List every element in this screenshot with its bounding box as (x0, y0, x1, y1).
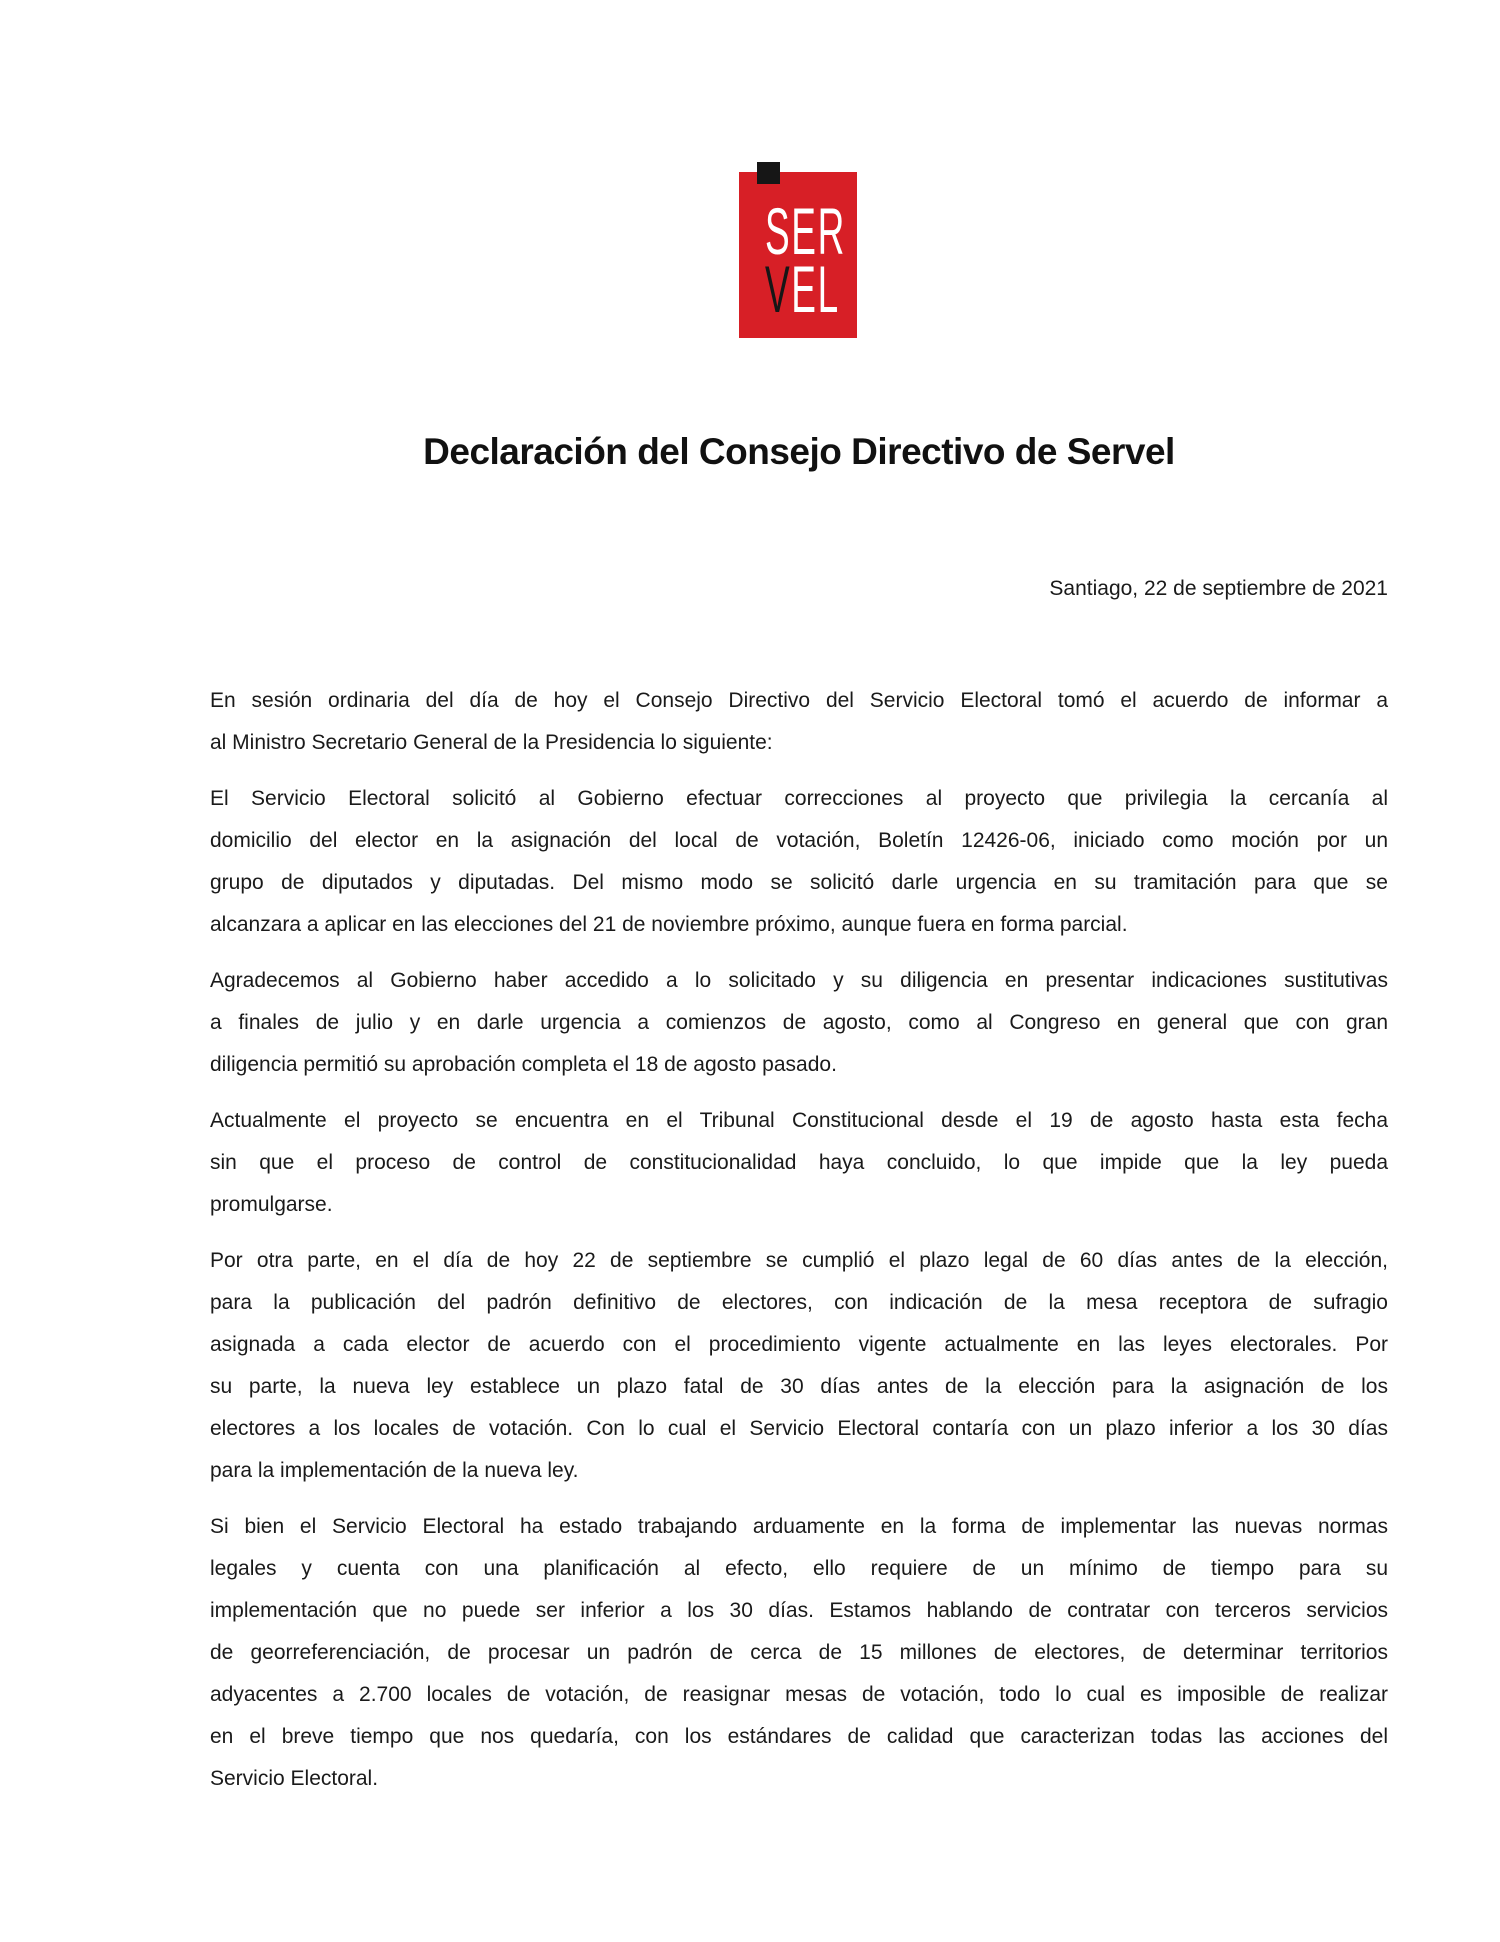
text-line: implementación que no puede ser inferior a los 30 días. Estamos hablando de contratar con terceros servicios (210, 1599, 1388, 1622)
text-line: a finales de julio y en darle urgencia a comienzos de agosto, como al Congreso en general que con gran (210, 1011, 1388, 1034)
text-line: Si bien el Servicio Electoral ha estado trabajando arduamente en la forma de implementar las nuevas normas (210, 1515, 1388, 1538)
text-line: diligencia permitió su aprobación completa el 18 de agosto pasado. (210, 1053, 837, 1076)
document-title: Declaración del Consejo Directivo de Servel (423, 431, 1175, 472)
text-line: alcanzara a aplicar en las elecciones del 21 de noviembre próximo, aunque fuera en forma parcial. (210, 913, 1128, 936)
text-line: Por otra parte, en el día de hoy 22 de septiembre se cumplió el plazo legal de 60 días antes de la elección, (210, 1249, 1388, 1272)
text-line: Servicio Electoral. (210, 1767, 379, 1790)
text-line: promulgarse. (210, 1193, 333, 1216)
text-line: En sesión ordinaria del día de hoy el Consejo Directivo del Servicio Electoral tomó el acuerdo de informar a (210, 689, 1388, 712)
text-line: en el breve tiempo que nos quedaría, con los estándares de calidad que caracterizan todas las acciones del (210, 1725, 1388, 1748)
paragraph (210, 1506, 1388, 1800)
dateline: Santiago, 22 de septiembre de 2021 (1049, 577, 1388, 600)
text-line: grupo de diputados y diputadas. Del mismo modo se solicitó darle urgencia en su tramitación para que se (210, 871, 1388, 894)
paragraph (210, 680, 1388, 764)
text-line: al Ministro Secretario General de la Presidencia lo siguiente: (210, 731, 773, 754)
text-line: para la publicación del padrón definitivo de electores, con indicación de la mesa receptora de sufragio (210, 1291, 1388, 1314)
paragraph (210, 960, 1388, 1086)
text-line: domicilio del elector en la asignación del local de votación, Boletín 12426-06, iniciado como moción por un (210, 829, 1388, 852)
text-line: para la implementación de la nueva ley. (210, 1459, 579, 1482)
paragraph (210, 1240, 1388, 1492)
text-line: Agradecemos al Gobierno haber accedido a lo solicitado y su diligencia en presentar indicaciones sustitutivas (210, 969, 1388, 992)
logo-text-el: EL (791, 252, 840, 326)
logo-text-vel (764, 252, 840, 326)
paragraphs (210, 680, 1388, 1814)
text-line: legales y cuenta con una planificación al efecto, ello requiere de un mínimo de tiempo para su (210, 1557, 1388, 1580)
text-line: Actualmente el proyecto se encuentra en el Tribunal Constitucional desde el 19 de agosto hasta esta fecha (210, 1109, 1388, 1132)
text-line: sin que el proceso de control de constitucionalidad haya concluido, lo que impide que la ley pueda (210, 1151, 1388, 1174)
paragraph (210, 778, 1388, 946)
text-line: asignada a cada elector de acuerdo con el procedimiento vigente actualmente en las leyes electorales. Por (210, 1333, 1388, 1356)
logo-top-tab (757, 162, 780, 184)
text-line: su parte, la nueva ley establece un plazo fatal de 30 días antes de la elección para la asignación de los (210, 1375, 1388, 1398)
text-line: electores a los locales de votación. Con lo cual el Servicio Electoral contaría con un plazo inferior a los 30 días (210, 1417, 1388, 1440)
text-line: El Servicio Electoral solicitó al Gobierno efectuar correcciones al proyecto que privilegia la cercanía al (210, 787, 1388, 810)
logo-text-ser: SER (764, 194, 847, 268)
text-line: de georreferenciación, de procesar un padrón de cerca de 15 millones de electores, de determinar territorios (210, 1641, 1388, 1664)
logo-letters (739, 194, 857, 326)
servel-logo (739, 172, 857, 338)
paragraph (210, 1100, 1388, 1226)
text-line: adyacentes a 2.700 locales de votación, de reasignar mesas de votación, todo lo cual es imposible de realizar (210, 1683, 1388, 1706)
logo-text-v: V (764, 252, 792, 326)
